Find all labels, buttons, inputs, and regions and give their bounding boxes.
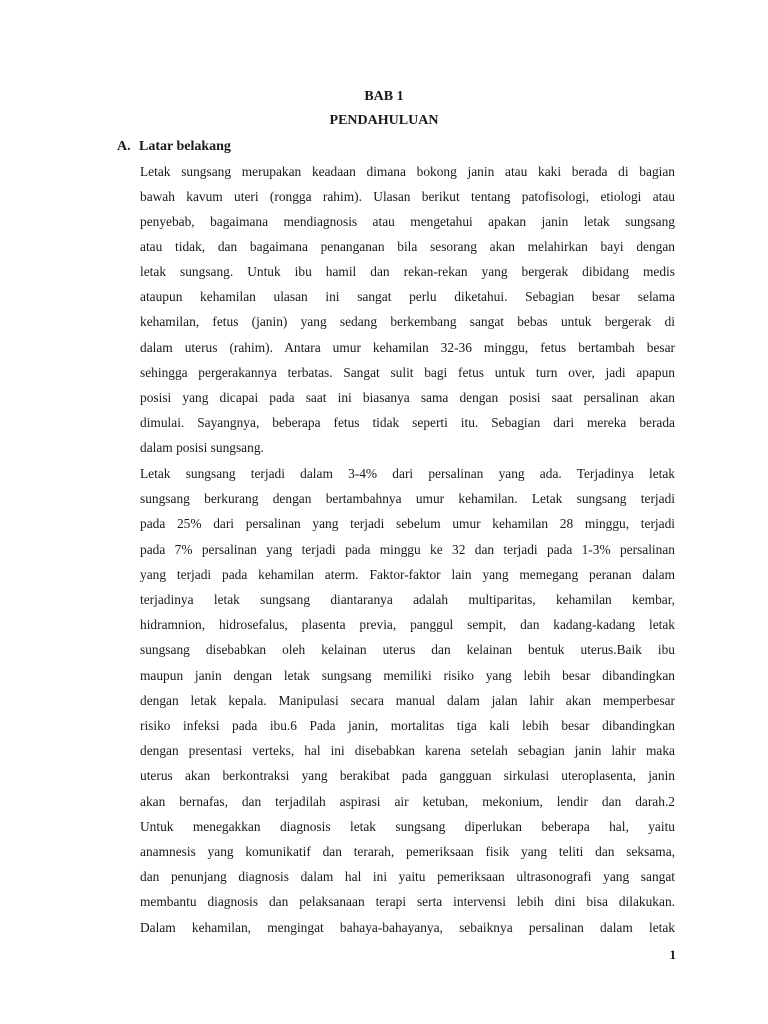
text-line: bawah kavum uteri (rongga rahim). Ulasan berikut tentang patofisologi, etiologi atau [140, 189, 675, 204]
text-line: Letak sungsang terjadi dalam 3-4% dari persalinan yang ada. Terjadinya letak [140, 466, 675, 481]
text-line: penyebab, bagaimana mendiagnosis atau mengetahui apakan janin letak sungsang [140, 214, 675, 229]
section-title: Latar belakang [139, 139, 231, 154]
chapter-number: BAB 1 [364, 89, 404, 104]
text-line: uterus akan berkontraksi yang berakibat pada gangguan sirkulasi uteroplasenta, janin [140, 768, 675, 783]
text-line: dalam uterus (rahim). Antara umur kehamilan 32-36 minggu, fetus bertambah besar [140, 340, 675, 355]
text-line: terjadinya letak sungsang diantaranya adalah multiparitas, kehamilan kembar, [140, 592, 675, 607]
text-line: dengan letak kepala. Manipulasi secara manual dalam jalan lahir akan memperbesar [140, 693, 675, 708]
text-line: sehingga pergerakannya terbatas. Sangat sulit bagi fetus untuk turn over, jadi apapun [140, 365, 675, 380]
text-line: dan penunjang diagnosis dalam hal ini yaitu pemeriksaan ultrasonografi yang sangat [140, 869, 675, 884]
text-line: dengan presentasi verteks, hal ini disebabkan karena setelah sebagian janin lahir maka [140, 743, 675, 758]
text-line: anamnesis yang komunikatif dan terarah, pemeriksaan fisik yang teliti dan seksama, [140, 844, 675, 859]
text-line: kehamilan, fetus (janin) yang sedang berkembang sangat bebas untuk bergerak di [140, 314, 675, 329]
text-line: yang terjadi pada kehamilan aterm. Faktor-faktor lain yang memegang peranan dalam [140, 567, 675, 582]
text-line: letak sungsang. Untuk ibu hamil dan rekan-rekan yang bergerak dibidang medis [140, 264, 675, 279]
text-line: atau tidak, dan bagaimana penanganan bila sesorang akan melahirkan bayi dengan [140, 239, 675, 254]
section-number: A. [117, 139, 131, 154]
text-line: posisi yang dicapai pada saat ini biasanya sama dengan posisi saat persalinan akan [140, 390, 675, 405]
text-line: Letak sungsang merupakan keadaan dimana bokong janin atau kaki berada di bagian [140, 164, 675, 179]
text-line: Untuk menegakkan diagnosis letak sungsang diperlukan beberapa hal, yaitu [140, 819, 675, 834]
text-line: pada 7% persalinan yang terjadi pada minggu ke 32 dan terjadi pada 1-3% persalinan [140, 542, 675, 557]
text-line: sungsang berkurang dengan bertambahnya umur kehamilan. Letak sungsang terjadi [140, 491, 675, 506]
text-line: Dalam kehamilan, mengingat bahaya-bahayanya, sebaiknya persalinan dalam letak [140, 920, 675, 935]
text-line: pada 25% dari persalinan yang terjadi sebelum umur kehamilan 28 minggu, terjadi [140, 516, 675, 531]
text-line: membantu diagnosis dan pelaksanaan terapi serta intervensi lebih dini bisa dilakukan. [140, 894, 675, 909]
text-line: sungsang disebabkan oleh kelainan uterus dan kelainan bentuk uterus.Baik ibu [140, 642, 675, 657]
chapter-title: PENDAHULUAN [329, 113, 439, 128]
text-line: dalam posisi sungsang. [140, 440, 264, 455]
text-line: dimulai. Sayangnya, beberapa fetus tidak seperti itu. Sebagian dari mereka berada [140, 415, 675, 430]
text-line: risiko infeksi pada ibu.6 Pada janin, mortalitas tiga kali lebih besar dibandingkan [140, 718, 675, 733]
text-line: ataupun kehamilan ulasan ini sangat perlu diketahui. Sebagian besar selama [140, 289, 675, 304]
section-heading [117, 138, 231, 156]
text-line: akan bernafas, dan terjadilah aspirasi air ketuban, mekonium, lendir dan darah.2 [140, 794, 675, 809]
text-line: maupun janin dengan letak sungsang memiliki risiko yang lebih besar dibandingkan [140, 668, 675, 683]
page-number: 1 [669, 947, 676, 962]
text-line: hidramnion, hidrosefalus, plasenta previa, panggul sempit, dan kadang-kadang letak [140, 617, 675, 632]
